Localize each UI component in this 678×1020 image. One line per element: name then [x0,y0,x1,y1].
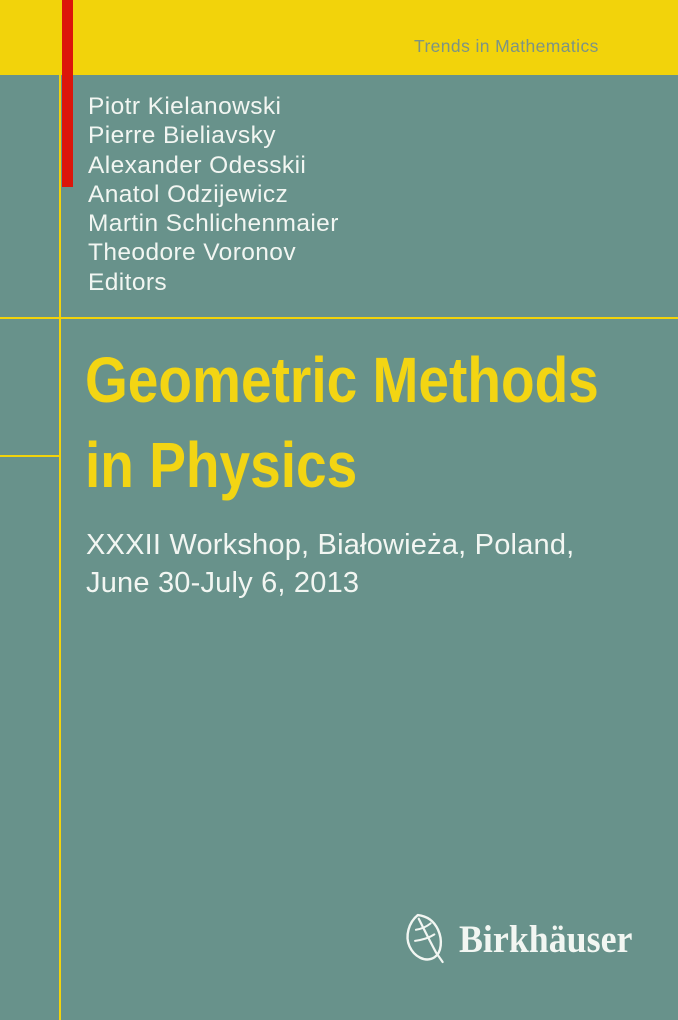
series-band [0,0,678,75]
editor-name: Anatol Odzijewicz [88,180,289,208]
title-line-2: in Physics [85,429,358,501]
editor-name: Alexander Odesskii [88,151,307,179]
series-title: Trends in Mathematics [414,36,599,56]
editor-name: Martin Schlichenmaier [88,210,339,238]
book-subtitle [86,526,574,602]
birch-leaf-icon [404,912,450,966]
editor-name: Piotr Kielanowski [88,93,282,120]
left-vertical-rule [59,0,61,1020]
subtitle-line-2: June 30-July 6, 2013 [86,567,360,599]
editor-name: Pierre Bieliavsky [88,122,276,150]
editors-role: Editors [88,268,168,296]
editor-name: Theodore Voronov [88,239,296,267]
title-line-1: Geometric Methods [85,344,599,416]
publisher-name: Birkhäuser [459,917,633,961]
editors-block [88,92,339,297]
horizontal-rule-tick [0,455,59,457]
subtitle-line-1: XXXII Workshop, Białowieża, Poland, [86,529,575,561]
red-accent-bar [62,0,73,187]
publisher-logo [404,912,648,966]
horizontal-rule-main [0,317,678,319]
book-title [85,338,599,508]
